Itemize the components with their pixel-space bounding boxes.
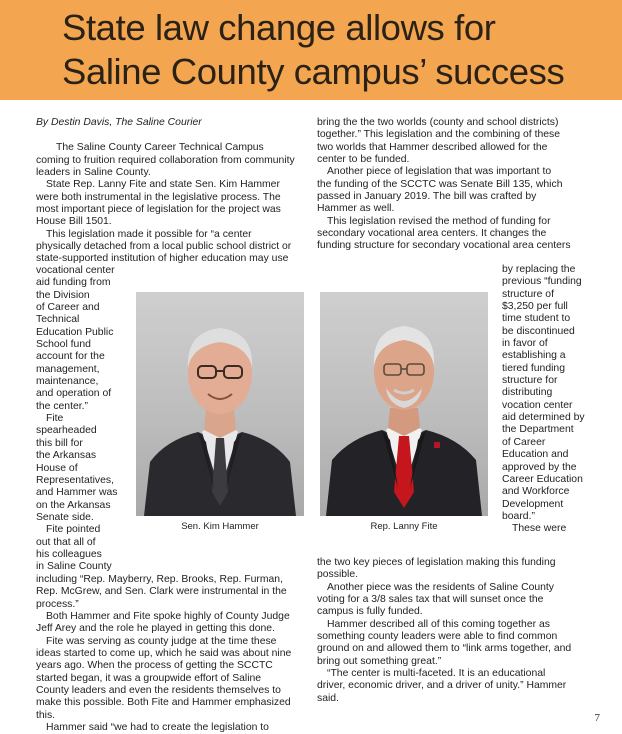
col1-line: coming to fruition required collaboration from community (36, 154, 295, 166)
col1-wrap-line: spearheaded (36, 425, 97, 437)
col1-line: Fite was serving as county judge at the time these (46, 635, 277, 647)
col1-wrap-line: the Division (36, 289, 90, 301)
headline-line-2: Saline County campus’ success (62, 51, 565, 92)
col2-wrap-line: establishing a (502, 350, 566, 362)
col1-line: County leaders and even the residents themselves to (36, 685, 281, 697)
col2-line: This legislation revised the method of funding for (327, 215, 551, 227)
byline: By Destin Davis, The Saline Courier (36, 117, 202, 128)
col2-line: funding structure for secondary vocational area centers (317, 240, 571, 252)
col1-line: Hammer said “we had to create the legislation to (46, 722, 269, 734)
col1-line: This legislation made it possible for “a center (46, 228, 252, 240)
col1-wrap-line: his colleagues (36, 548, 102, 560)
col2-wrap-line: These were (512, 523, 567, 535)
column-1-top (36, 117, 308, 266)
col2-line: the funding of the SCCTC was Senate Bill 135, which (317, 178, 563, 190)
column-2-bottom (317, 557, 607, 705)
col1-wrap-line: House of (36, 462, 78, 474)
col2-wrap-line: aid determined by (502, 412, 585, 424)
col2-line: the two key pieces of legislation making this funding (317, 557, 556, 568)
col2-wrap-line: the Department (502, 424, 574, 436)
col1-line: state-supported institution of higher education may use (36, 253, 289, 265)
col2-wrap-line: in favor of (502, 338, 548, 350)
col1-wrap-line: management, (36, 363, 100, 375)
headline-line-1: State law change allows for (62, 7, 496, 48)
col1-wrap-line: on the Arkansas (36, 499, 111, 511)
column-2-wrap (502, 264, 602, 536)
col2-wrap-line: structure for (502, 375, 558, 387)
col1-wrap-line: the Arkansas (36, 450, 97, 462)
column-2-top (317, 117, 597, 253)
col1-wrap-line: this bill for (36, 437, 83, 449)
col1-wrap-line: and operation of (36, 388, 112, 400)
col1-wrap-line: the center.” (36, 400, 88, 412)
col2-line: secondary vocational area centers. It changes the (317, 228, 547, 240)
col2-wrap-line: Education and (502, 449, 569, 461)
col1-line: ideas started to come up, which he said was about nine (36, 648, 292, 660)
col1-wrap-line: in Saline County (36, 561, 112, 573)
col1-line: Both Hammer and Fite spoke highly of County Judge (46, 611, 290, 623)
col2-wrap-line: approved by the (502, 461, 577, 473)
col2-wrap-line: time student to (502, 313, 571, 325)
col2-wrap-line: of Career (502, 436, 546, 448)
col2-line: “The center is multi-faceted. It is an educational (327, 668, 546, 680)
col2-line: campus is fully funded. (317, 606, 423, 618)
col2-wrap-line: vocation center (502, 399, 573, 411)
portrait-fite-illustration (320, 292, 488, 516)
col2-line: ground on and allowed them to “link arms together, and (317, 643, 572, 655)
col2-line: said. (317, 692, 339, 704)
col2-line: Another piece of legislation that was important to (327, 166, 552, 178)
col1-line: House Bill 1501. (36, 216, 112, 228)
col1-wrap-line: of Career and (36, 302, 100, 314)
col2-line: something county leaders were able to find common (317, 631, 558, 643)
col2-wrap-line: board.” (502, 510, 535, 522)
col1-line: years ago. When the process of getting the SCCTC (36, 660, 273, 672)
headline-banner (0, 0, 622, 100)
col2-line: together.” This legislation and the combining of these (317, 129, 560, 141)
photo-kim-hammer (136, 292, 304, 516)
col2-line: Hammer as well. (317, 203, 395, 215)
col2-wrap-line: structure of (502, 288, 554, 300)
col1-wrap-line: maintenance, (36, 376, 99, 388)
col1-wrap-line: and Hammer was (36, 487, 118, 499)
col1-wrap-line: Representatives, (36, 474, 114, 486)
column-1-wrap (36, 265, 136, 574)
col2-line: Hammer described all of this coming together as (327, 618, 550, 630)
photo-lanny-fite (320, 292, 488, 516)
col1-line: leaders in Saline County. (36, 167, 151, 179)
col1-wrap-line: Fite pointed (46, 524, 101, 536)
col2-line: bring out something great.” (317, 655, 442, 667)
col2-line: center to be funded. (317, 154, 410, 166)
page-number: 7 (594, 712, 600, 724)
col1-wrap-line: aid funding from (36, 277, 111, 289)
col1-line: Rep. McGrew, and Sen. Clark were instrumental in the (36, 586, 287, 598)
col1-line: started began, it was a groupwide effort of Saline (36, 672, 262, 684)
col2-wrap-line: Development (502, 498, 564, 510)
col1-line: were both instrumental in the legislative process. The (36, 191, 281, 203)
col1-wrap-line: School fund (36, 339, 91, 351)
col2-wrap-line: by replacing the (502, 264, 576, 275)
headline (62, 6, 622, 94)
col2-line: two worlds that Hammer described allowed for the (317, 141, 548, 153)
col2-wrap-line: and Workforce (502, 486, 570, 498)
col1-line: this. (36, 709, 56, 721)
caption-kim-hammer: Sen. Kim Hammer (181, 521, 259, 532)
col2-line: voting for a 3/8 sales tax that will sunset once the (317, 594, 544, 606)
col2-wrap-line: $3,250 per full (502, 301, 568, 313)
col2-wrap-line: previous “funding (502, 276, 582, 288)
col1-wrap-line: vocational center (36, 265, 115, 276)
col1-line: The Saline County Career Technical Campus (56, 142, 264, 154)
col2-line: Another piece was the residents of Saline County (327, 581, 554, 593)
portrait-hammer-illustration (136, 292, 304, 516)
col2-wrap-line: be discontinued (502, 325, 575, 337)
col1-wrap-line: Senate side. (36, 511, 94, 523)
col1-line: make this possible. Both Fite and Hammer emphasized (36, 697, 291, 709)
col2-line: driver, economic driver, and a driver of unity.” Hammer (317, 680, 567, 692)
col2-line: possible. (317, 569, 359, 581)
col1-wrap-line: account for the (36, 351, 105, 363)
col1-wrap-line: out that all of (36, 536, 96, 548)
col1-line: including “Rep. Mayberry, Rep. Brooks, Rep. Furman, (36, 574, 283, 585)
col1-line: Jeff Arey and the role he played in getting this done. (36, 623, 275, 635)
col2-line: passed in January 2019. The bill was crafted by (317, 191, 537, 203)
column-1-bottom (36, 574, 308, 734)
col1-line: State Rep. Lanny Fite and state Sen. Kim Hammer (46, 179, 280, 191)
col1-wrap-line: Education Public (36, 326, 114, 338)
col1-wrap-line: Fite (46, 413, 64, 425)
col1-line: physically detached from a local public school district or (36, 241, 292, 253)
caption-lanny-fite: Rep. Lanny Fite (370, 521, 438, 532)
col1-line: process.” (36, 598, 79, 610)
col2-wrap-line: Career Education (502, 473, 583, 485)
col1-wrap-line: Technical (36, 314, 80, 326)
col2-wrap-line: tiered funding (502, 362, 565, 374)
col2-line: bring the the two worlds (county and school districts) (317, 117, 559, 128)
col1-line: most important piece of legislation for the project was (36, 204, 281, 216)
col2-wrap-line: distributing (502, 387, 553, 399)
